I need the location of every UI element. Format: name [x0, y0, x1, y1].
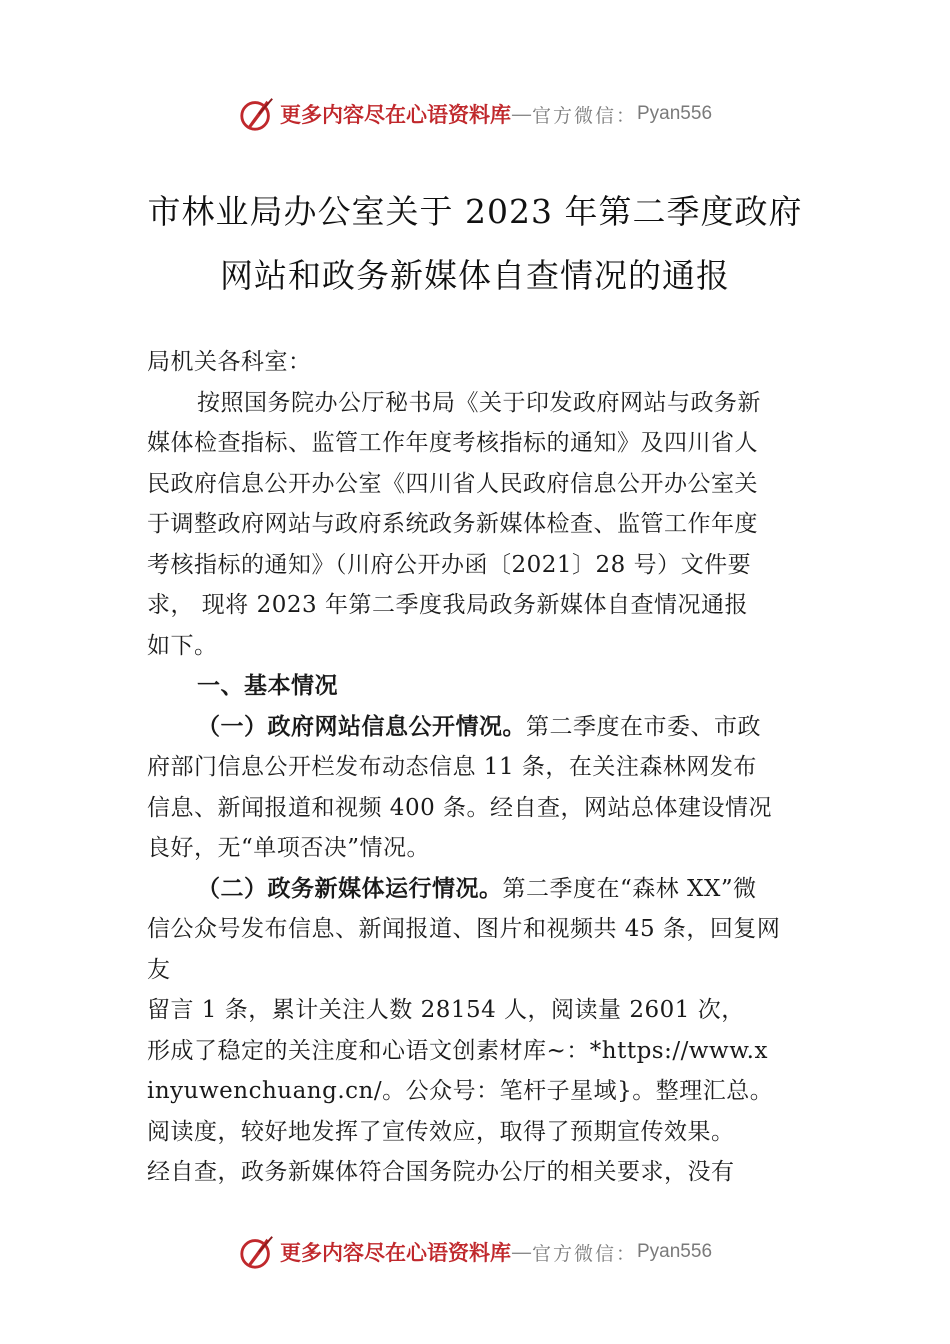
sub2-line-1 [147, 869, 807, 910]
salutation: 局机关各科室： [147, 349, 312, 375]
quill-logo-icon [238, 1233, 276, 1271]
sub2-line-4: 留言 1 条，累计关注人数 28154 人，阅读量 2601 次， [147, 997, 745, 1023]
header-banner [0, 90, 950, 138]
sub2-rest: 第二季度在“森林 XX”微 [502, 875, 757, 902]
sub1-line-4: 良好，无“单项否决”情况。 [147, 835, 431, 861]
footer-label: 官方微信： [531, 1242, 637, 1265]
sub2-line-7: 阅读度，较好地发挥了宣传效应，取得了预期宣传效果。 [147, 1118, 735, 1145]
sub2-line-2: 信公众号发布信息、新闻报道、图片和视频共 45 条，回复网 [147, 916, 781, 942]
sub2-line-5: 形成了稳定的关注度和心语文创素材库~：*https://www.x [147, 1037, 768, 1064]
footer-banner [0, 1228, 950, 1276]
sub2-line-3: 友 [147, 956, 171, 983]
footer-main-text: 更多内容尽在心语资料库 [279, 1240, 511, 1265]
para1-line-7: 如下。 [147, 632, 218, 659]
banner-wechat-id: Pyan556 [637, 103, 713, 124]
sub1-lead: （一）政府网站信息公开情况。 [197, 712, 526, 740]
title-line-2: 网站和政务新媒体自查情况的通报 [220, 256, 730, 295]
para1-line-1: 按照国务院办公厅秘书局《关于印发政府网站与政务新 [197, 389, 761, 416]
sub2-lead: （二）政务新媒体运行情况。 [197, 874, 503, 902]
para1-line-6: 求， 现将 2023 年第二季度我局政务新媒体自查情况通报 [147, 592, 748, 618]
banner-main-text: 更多内容尽在心语资料库 [279, 102, 511, 127]
sub1-line-3: 信息、新闻报道和视频 400 条。经自查，网站总体建设情况 [147, 794, 773, 821]
quill-logo-icon [238, 95, 276, 133]
banner-separator: — [510, 102, 532, 126]
title-line-1: 市林业局办公室关于 2023 年第二季度政府 [147, 192, 803, 231]
document-body [147, 342, 807, 1193]
sub2-line-6: inyuwenchuang.cn/。公众号：笔杆子星域}。整理汇总。 [147, 1078, 774, 1104]
para1-line-3: 民政府信息公开办公室《四川省人民政府信息公开办公室关 [147, 470, 758, 497]
sub2-line-8: 经自查，政务新媒体符合国务院办公厅的相关要求，没有 [147, 1159, 735, 1185]
para1-line-5: 考核指标的通知》（川府公开办函〔2021〕28 号）文件要 [147, 551, 752, 578]
para1-line-2: 媒体检查指标、监管工作年度考核指标的通知》及四川省人 [147, 430, 758, 456]
section-heading-basic: 一、基本情况 [197, 673, 338, 699]
footer-separator: — [510, 1240, 532, 1264]
sub1-line-2: 府部门信息公开栏发布动态信息 11 条，在关注森林网发布 [147, 754, 757, 780]
sub1-rest: 第二季度在市委、市政 [526, 713, 761, 740]
document-title [0, 180, 950, 308]
banner-label: 官方微信： [531, 104, 637, 127]
para1-line-4: 于调整政府网站与政府系统政务新媒体检查、监管工作年度 [147, 511, 758, 537]
sub1-line-1 [147, 707, 807, 748]
footer-wechat-id: Pyan556 [637, 1241, 713, 1262]
